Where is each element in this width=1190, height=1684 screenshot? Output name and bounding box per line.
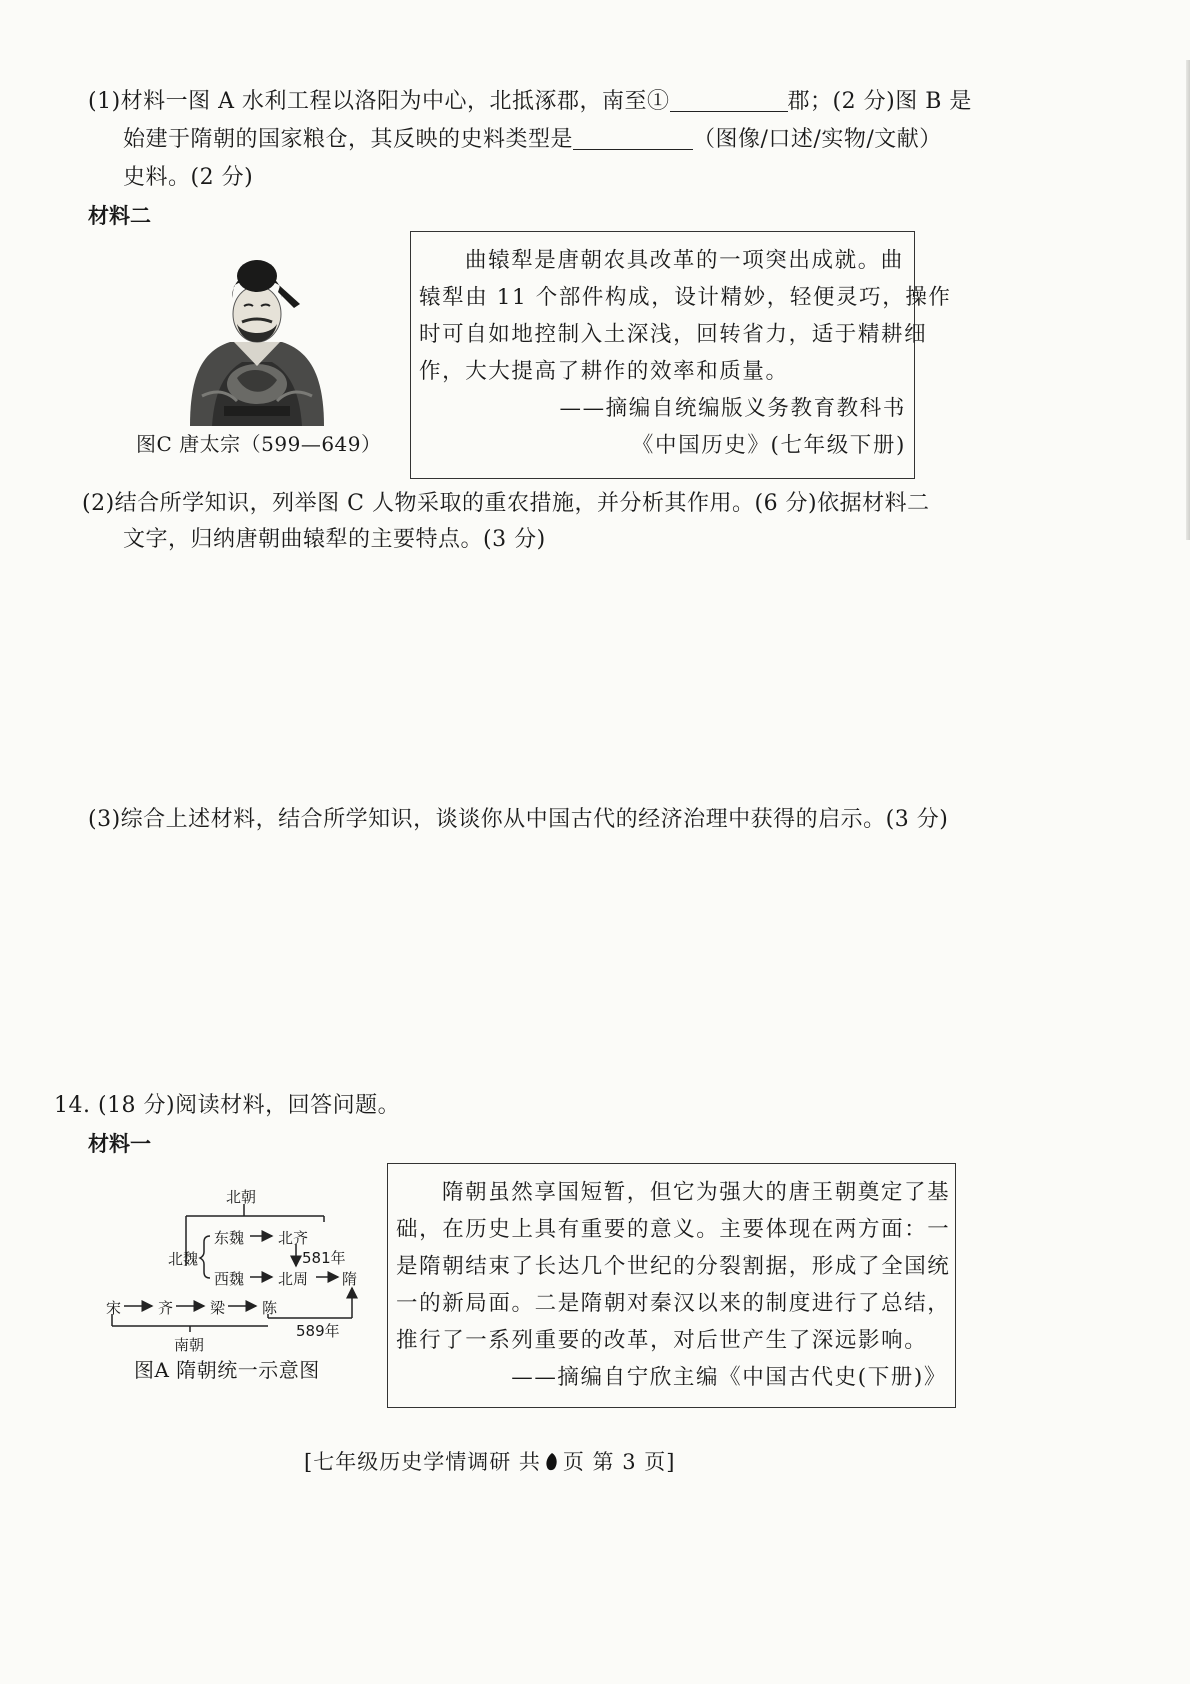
q13-1-line1	[88, 82, 972, 122]
tang-taizong-portrait	[182, 256, 330, 426]
footer-text-a: [七年级历史学情调研 共	[304, 1450, 541, 1474]
q13-2-line1: (2)结合所学知识，列举图 C 人物采取的重农措施，并分析其作用。(6 分)依据材料二	[82, 491, 930, 516]
material-2-source-2: 《中国历史》(七年级下册)	[631, 433, 906, 458]
figure-a-caption: 图A 隋朝统一示意图	[134, 1358, 320, 1382]
q13-3-answer-area[interactable]	[120, 850, 1020, 1070]
diagram-northern-qi: 北齐	[278, 1229, 309, 1247]
page-edge-shadow	[1186, 60, 1190, 540]
diagram-chen: 陈	[262, 1299, 278, 1317]
diagram-northern-zhou: 北周	[278, 1270, 309, 1288]
q14-material-line-4: 一的新局面。二是隋朝对秦汉以来的制度进行了总结，	[396, 1291, 951, 1316]
material-2-line-2: 辕犁由 11 个部件构成，设计精妙，轻便灵巧，操作	[419, 285, 952, 310]
q14-material-line-2: 础，在历史上具有重要的意义。主要体现在两方面：一	[396, 1217, 951, 1242]
material-2-heading: 材料二	[88, 204, 151, 228]
ink-blot-icon	[545, 1452, 559, 1472]
q14-material-line-1: 隋朝虽然享国短暂，但它为强大的唐王朝奠定了基	[442, 1180, 951, 1205]
diagram-song: 宋	[106, 1299, 122, 1317]
page-footer	[304, 1446, 675, 1476]
diagram-northern-wei: 北魏	[168, 1250, 199, 1268]
q14-line1: 14. (18 分)阅读材料，回答问题。	[54, 1093, 401, 1118]
q13-1-text-d: （图像/口述/实物/文献）	[693, 127, 942, 152]
q14-material-1-heading: 材料一	[88, 1132, 151, 1156]
figure-c-caption: 图C 唐太宗（599—649）	[136, 432, 382, 456]
diagram-qi: 齐	[158, 1299, 174, 1317]
q14-material-1-box	[387, 1163, 956, 1408]
diagram-western-wei: 西魏	[214, 1270, 245, 1288]
q13-3-line1: (3)综合上述材料，结合所学知识，谈谈你从中国古代的经济治理中获得的启示。(3 分)	[88, 807, 949, 832]
diagram-sui: 隋	[342, 1270, 358, 1288]
material-2-line-3: 时可自如地控制入土深浅，回转省力，适于精耕细	[419, 322, 928, 347]
q14-material-source: ——摘编自宁欣主编《中国古代史(下册)》	[511, 1365, 947, 1390]
q13-1-text-b: 郡；(2 分)图 B 是	[787, 89, 972, 114]
q13-1-line2	[123, 120, 942, 160]
diagram-year-589: 589年	[296, 1322, 340, 1340]
diagram-southern-dynasties: 南朝	[174, 1336, 205, 1354]
diagram-year-581: 581年	[302, 1249, 346, 1267]
diagram-liang: 梁	[210, 1299, 226, 1317]
material-2-line-1: 曲辕犁是唐朝农具改革的一项突出成就。曲	[465, 248, 904, 273]
footer-text-b: 页 第 3 页]	[562, 1450, 676, 1474]
q13-2-answer-area[interactable]	[120, 570, 1020, 790]
q13-1-text-a: (1)材料一图 A 水利工程以洛阳为中心，北抵涿郡，南至①	[88, 89, 670, 114]
diagram-northern-dynasties: 北朝	[226, 1188, 257, 1206]
material-2-box	[410, 231, 952, 479]
answer-blank-1[interactable]	[670, 85, 788, 112]
q13-1-text-c: 始建于隋朝的国家粮仓，其反映的史料类型是	[123, 127, 574, 152]
sui-unification-diagram	[100, 1180, 380, 1360]
material-2-source-1: ——摘编自统编版义务教育教科书	[559, 396, 906, 421]
answer-blank-2[interactable]	[573, 123, 693, 150]
material-2-line-4: 作，大大提高了耕作的效率和质量。	[419, 359, 789, 384]
diagram-eastern-wei: 东魏	[214, 1229, 245, 1247]
q13-2-line2: 文字，归纳唐朝曲辕犁的主要特点。(3 分)	[123, 527, 546, 552]
q14-material-line-5: 推行了一系列重要的改革，对后世产生了深远影响。	[396, 1328, 928, 1353]
q14-material-line-3: 是隋朝结束了长达几个世纪的分裂割据，形成了全国统	[396, 1254, 951, 1279]
q13-1-line3: 史料。(2 分)	[123, 165, 254, 190]
